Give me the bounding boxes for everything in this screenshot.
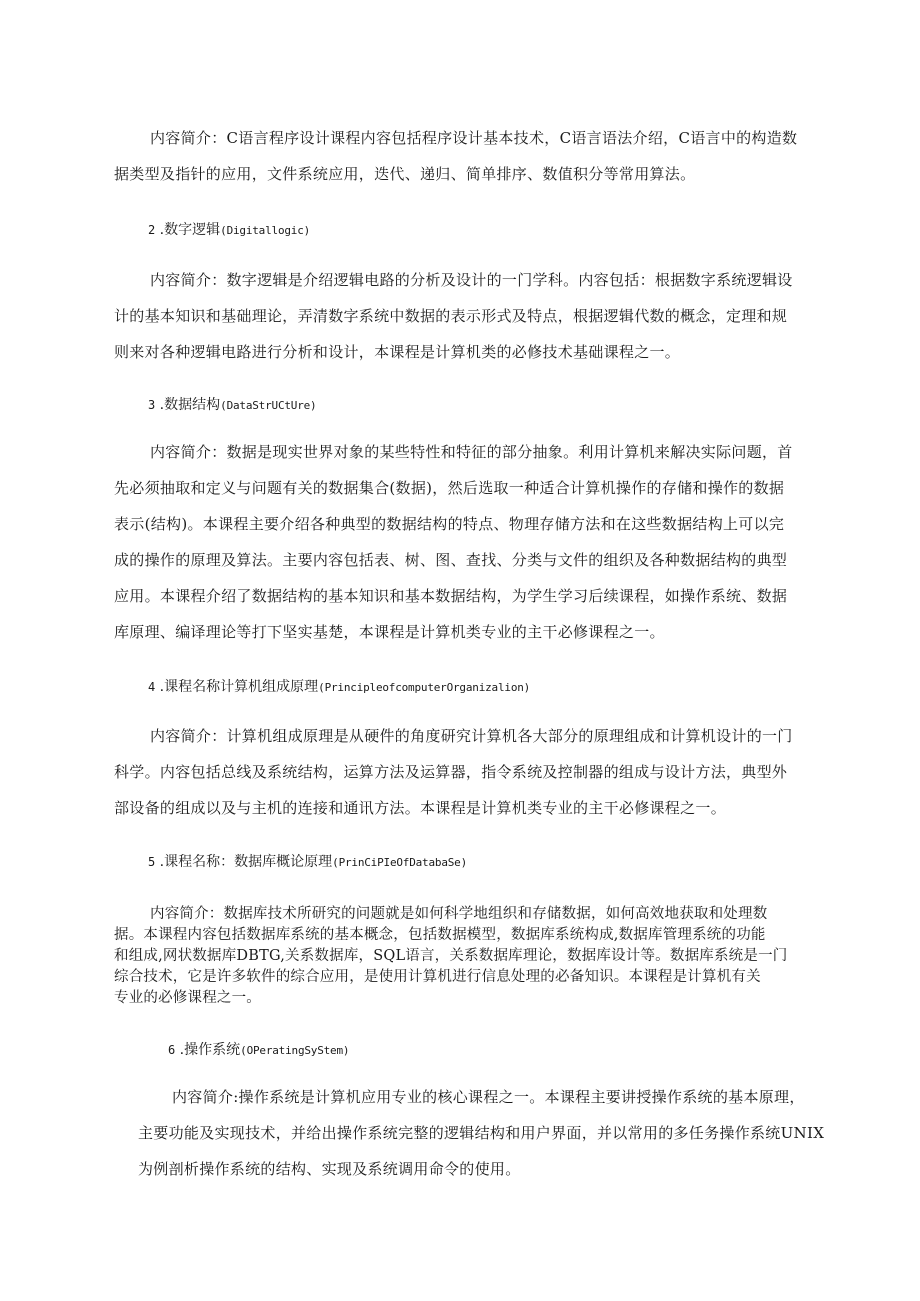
section-heading-computer-organization bbox=[148, 677, 530, 698]
section-heading-data-structure bbox=[148, 395, 316, 416]
paragraph-line: 先必须抽取和定义与问题有关的数据集合(数据)，然后选取一种适合计算机操作的存储和操作的数据 bbox=[114, 479, 785, 497]
section-title: 操作系统 bbox=[184, 1042, 241, 1058]
paragraph-line: 库原理、编译理论等打下坚实基楚，本课程是计算机类专业的主干必修课程之一。 bbox=[114, 623, 665, 641]
paragraph-line: 综合技术，它是许多软件的综合应用，是使用计算机进行信息处理的必备知识。本课程是计算机有关 bbox=[114, 969, 761, 985]
paragraph-line: 内容简介：计算机组成原理是从硬件的角度研究计算机各大部分的原理组成和计算机设计的一门 bbox=[150, 727, 793, 745]
paragraph-line: 成的操作的原理及算法。主要内容包括表、树、图、查找、分类与文件的组织及各种数据结构的典型 bbox=[114, 551, 788, 569]
section-number: 2 bbox=[148, 223, 156, 237]
paragraph-line: 科学。内容包括总线及系统结构，运算方法及运算器，指令系统及控制器的组成与设计方法，典型外 bbox=[114, 763, 788, 781]
section-heading-operating-system bbox=[168, 1040, 349, 1061]
computer-organization-intro bbox=[114, 718, 793, 826]
section-title: 课程名称：数据库概论原理 bbox=[164, 854, 333, 870]
paragraph-line: 应用。本课程介绍了数据结构的基本知识和基本数据结构，为学生学习后续课程，如操作系统、数据 bbox=[114, 587, 788, 605]
section-english-title: (PrincipleofcomputerOrganizalion) bbox=[318, 681, 531, 694]
section-title: 数字逻辑 bbox=[164, 222, 221, 238]
section-english-title: (DataStrUCtUre) bbox=[220, 399, 317, 412]
paragraph-line: 主要功能及实现技术，并给出操作系统完整的逻辑结构和用户界面，并以常用的多任务操作系统UNIX bbox=[138, 1124, 825, 1142]
paragraph-line: 内容简介：数据是现实世界对象的某些特性和特征的部分抽象。利用计算机来解决实际问题，首 bbox=[150, 443, 793, 461]
section-separator: . bbox=[175, 1042, 185, 1058]
section-separator: . bbox=[155, 854, 165, 870]
paragraph-line: 表示(结构)。本课程主要介绍各种典型的数据结构的特点、物理存储方法和在这些数据结构上可以完 bbox=[114, 515, 785, 533]
section-number: 4 bbox=[148, 680, 156, 694]
data-structure-intro bbox=[114, 434, 793, 650]
section-number: 6 bbox=[168, 1043, 176, 1057]
paragraph-line: 专业的必修课程之一。 bbox=[114, 990, 261, 1006]
section-heading-database bbox=[148, 852, 467, 873]
paragraph-line: 内容简介:操作系统是计算机应用专业的核心课程之一。本课程主要讲授操作系统的基本原理， bbox=[172, 1088, 805, 1106]
section-heading-digital-logic bbox=[148, 220, 310, 241]
section-number: 5 bbox=[148, 855, 156, 869]
c-course-intro bbox=[114, 120, 798, 192]
section-english-title: (PrinCiPIeOfDatabaSe) bbox=[332, 856, 468, 869]
paragraph-line: 据类型及指针的应用，文件系统应用，迭代、递归、简单排序、数值积分等常用算法。 bbox=[114, 165, 696, 183]
digital-logic-intro bbox=[114, 262, 793, 370]
section-title: 数据结构 bbox=[164, 397, 221, 413]
section-number: 3 bbox=[148, 398, 156, 412]
paragraph-line: 计的基本知识和基础理论，弄清数字系统中数据的表示形式及特点，根据逻辑代数的概念，定理和规 bbox=[114, 307, 788, 325]
paragraph-line: 内容简介：C语言程序设计课程内容包括程序设计基本技术，C语言语法介绍，C语言中的构造数 bbox=[150, 129, 798, 147]
section-separator: . bbox=[155, 397, 165, 413]
paragraph-line: 据。本课程内容包括数据库系统的基本概念，包括数据模型，数据库系统构成,数据库管理系统的功能 bbox=[114, 927, 766, 943]
paragraph-line: 为例剖析操作系统的结构、实现及系统调用命令的使用。 bbox=[138, 1160, 521, 1178]
section-english-title: (OPeratingSyStem) bbox=[240, 1044, 350, 1057]
section-english-title: (Digitallogic) bbox=[220, 224, 311, 237]
paragraph-line: 内容简介：数据库技术所研究的问题就是如何科学地组织和存储数据，如何高效地获取和处理数 bbox=[150, 906, 768, 922]
operating-system-intro bbox=[138, 1079, 825, 1187]
section-separator: . bbox=[155, 222, 165, 238]
database-intro bbox=[114, 904, 788, 1009]
paragraph-line: 部设备的组成以及与主机的连接和通讯方法。本课程是计算机类专业的主干必修课程之一。 bbox=[114, 799, 727, 817]
paragraph-line: 和组成,网状数据库DBTG,关系数据库，SQL语言，关系数据库理论，数据库设计等。数据库系统是一门 bbox=[114, 948, 788, 964]
paragraph-line: 则来对各种逻辑电路进行分析和设计，本课程是计算机类的必修技术基础课程之一。 bbox=[114, 343, 681, 361]
section-separator: . bbox=[155, 679, 165, 695]
section-title: 课程名称计算机组成原理 bbox=[164, 679, 319, 695]
paragraph-line: 内容简介：数字逻辑是介绍逻辑电路的分析及设计的一门学科。内容包括：根据数字系统逻辑设 bbox=[150, 271, 793, 289]
